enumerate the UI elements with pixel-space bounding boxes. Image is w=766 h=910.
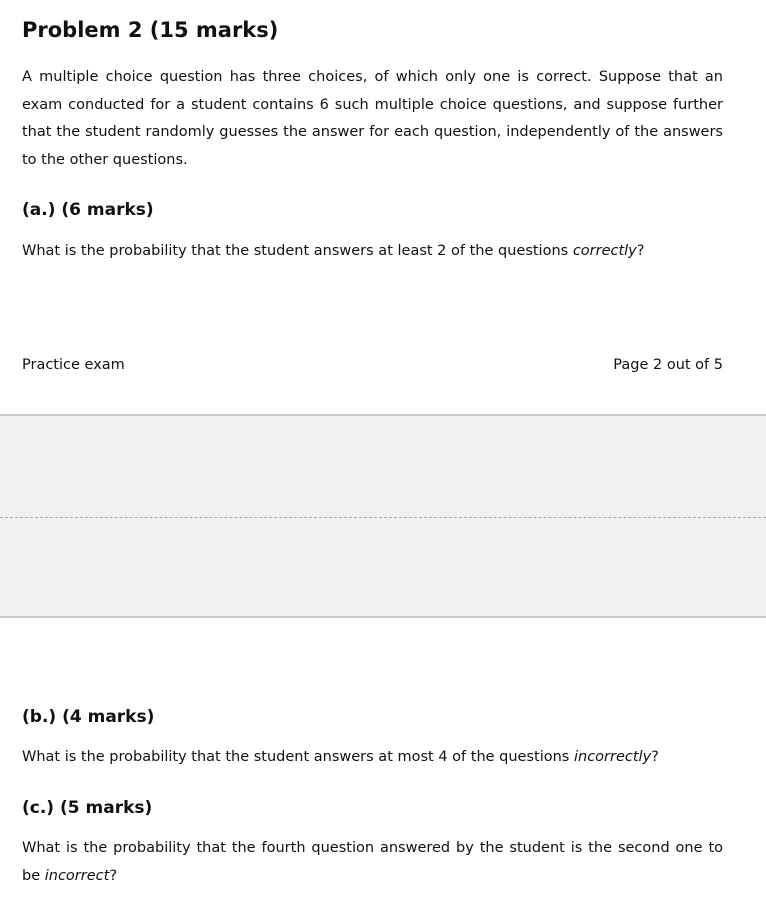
part-a-question <box>22 238 644 266</box>
part-a-question-end: ? <box>636 243 645 259</box>
part-c-heading: (c.) (5 marks) <box>22 798 153 818</box>
part-a-question-text: What is the probability that the student answers at least 2 of the questions <box>22 243 573 259</box>
part-b-emphasis: incorrectly <box>573 749 652 765</box>
footer-page-number: Page 2 out of 5 <box>613 357 723 373</box>
problem-intro: A multiple choice question has three choices, of which only one is correct. Suppose that an exam conducted for a student contains 6 such multiple choice questions, and suppose further that the student randomly guesses the answer for each question, independently of the answers to the other questions. <box>22 69 723 168</box>
part-a-heading: (a.) (6 marks) <box>22 200 154 220</box>
part-b-question-text: What is the probability that the student answers at most 4 of the questions <box>22 749 574 765</box>
part-a-emphasis: correctly <box>572 243 637 259</box>
page-gap <box>0 414 766 618</box>
part-c-question-end: ? <box>109 867 118 884</box>
part-b-question <box>22 744 659 772</box>
problem-title: Problem 2 (15 marks) <box>22 18 279 42</box>
part-c-question-text: What is the probability that the fourth question answered by the student is the second one to be <box>22 840 723 884</box>
part-b-question-end: ? <box>651 749 659 765</box>
part-c-emphasis: incorrect <box>44 867 110 884</box>
page-break-dashed-line <box>0 517 766 518</box>
part-c-question <box>22 835 723 890</box>
footer-exam-label: Practice exam <box>22 357 125 373</box>
part-b-heading: (b.) (4 marks) <box>22 707 155 727</box>
